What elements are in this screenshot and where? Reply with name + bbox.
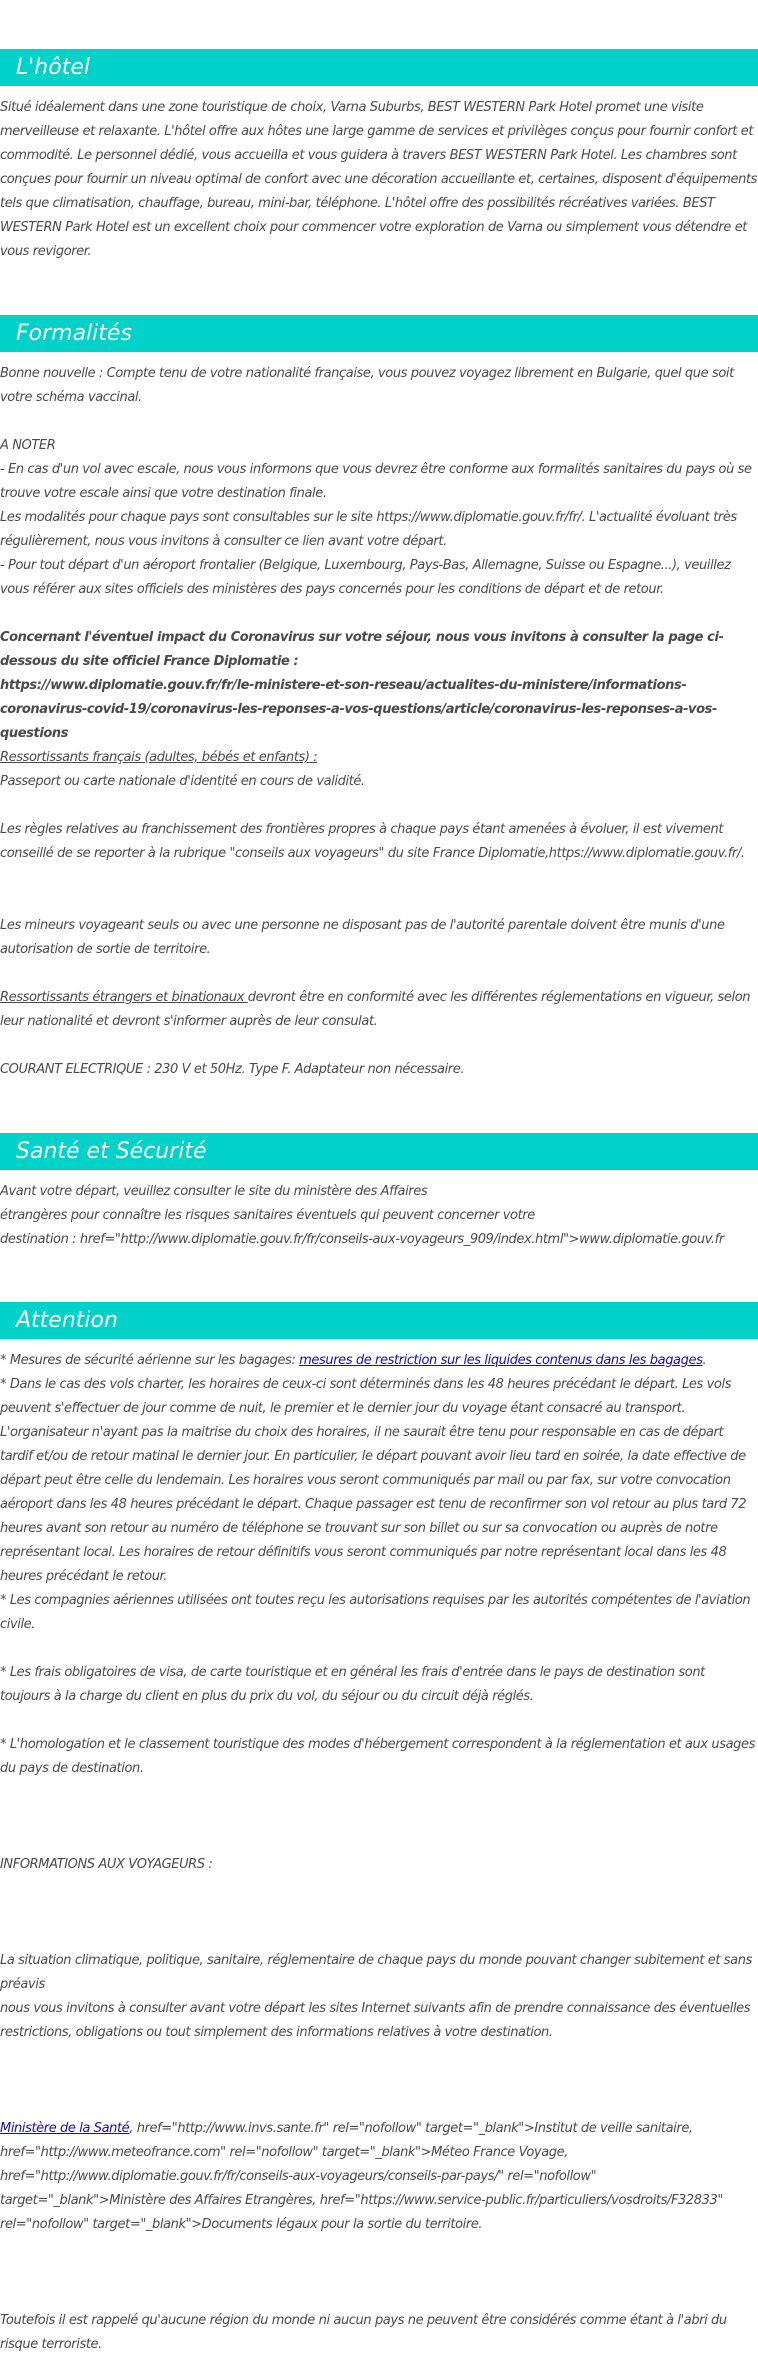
security-prefix: * Mesures de sécurité aérienne sur les bagages: <box>0 1353 300 1368</box>
liquids-restriction-link[interactable]: mesures de restriction sur les liquides contenus dans les bagages <box>299 1353 703 1368</box>
sante-line-2: étrangères pour connaître les risques sanitaires éventuels qui peuvent concerner votre <box>0 1208 535 1223</box>
formalites-intro: Bonne nouvelle : Compte tenu de votre nationalité française, vous pouvez voyagez librement en Bulgarie, quel que soit votre schéma vaccinal. <box>0 366 734 405</box>
hotel-description: Situé idéalement dans une zone touristique de choix, Varna Suburbs, BEST WESTERN Park Hotel promet une visite merveilleuse et relaxante. L'hôtel offre aux hôtes une large gamme de services et privilèges conçus pour fournir confort et commodité. Le personnel dédié, vous accueilla et vous guidera à travers BEST WESTERN Park Hotel. Les chambres sont conçues pour fournir un niveau optimal de confort avec une décoration accueillante et, certaines, disposent d'équipements tels que climatisation, chauffage, bureau, mini-bar, téléphone. L'hôtel offre des possibilités récréatives variées. BEST WESTERN Park Hotel est un excellent choix pour commencer votre exploration de Varna ou simplement vous détendre et vous revigorer. <box>0 100 758 259</box>
section-header-hotel: L'hôtel <box>0 49 758 86</box>
foreign-nationals-title: Ressortissants étrangers et binationaux <box>0 990 248 1005</box>
french-nationals <box>0 746 758 794</box>
section-header-sante: Santé et Sécurité <box>0 1133 758 1170</box>
attention-airlines: * Les compagnies aériennes utilisées ont toutes reçu les autorisations requises par les autorités compétentes de l'aviation civile. <box>0 1593 751 1632</box>
french-nationals-title: Ressortissants français (adultes, bébés et enfants) : <box>0 750 318 765</box>
climate-line-2: nous vous invitons à consulter avant votre départ les sites Internet suivants afin de prendre connaissance des éventuelles restrictions, obligations ou tout simplement des informations relatives à votre destination. <box>0 2001 751 2040</box>
note-title: A NOTER <box>0 438 56 453</box>
covid-notice <box>0 626 758 746</box>
french-nationals-text: Passeport ou carte nationale d'identité en cours de validité. <box>0 774 365 789</box>
sante-line-1: Avant votre départ, veuillez consulter le site du ministère des Affaires <box>0 1184 428 1199</box>
security-suffix: . <box>702 1353 707 1368</box>
attention-charter: * Dans le cas des vols charter, les horaires de ceux-ci sont déterminés dans les 48 heures précédant le départ. Les vols peuvent s'effectuer de jour comme de nuit, le premier et le dernier jour du voyage étant consacré au transport. L'organisateur n'ayant pas la maitrise du choix des horaires, il ne saurait être tenu pour responsable en cas de départ tardif et/ou de retour matinal le dernier jour. En particulier, le départ pouvant avoir lieu tard en soirée, la date effective de départ peut être celle du lendemain. Les horaires vous seront communiqués par mail ou par fax, sur votre convocation aéroport dans les 48 heures précédant le départ. Chaque passager est tenu de reconfirmer son vol retour au plus tard 72 heures avant son retour au numéro de téléphone se trouvant sur son billet ou sur sa convocation ou auprès de notre représentant local. Les horaires de retour définitifs vous seront communiqués par notre représentant local dans les 48 heures précédant le retour. <box>0 1377 747 1584</box>
info-travellers-title: INFORMATIONS AUX VOYAGEURS : <box>0 1857 213 1872</box>
border-rules: Les règles relatives au franchissement des frontières propres à chaque pays étant amenées à évoluer, il est vivement conseillé de se reporter à la rubrique "conseils aux voyageurs" du site France Diplomatie,https://www.diplomatie.gouv.fr/. <box>0 822 745 861</box>
note-stopover: - En cas d'un vol avec escale, nous vous informons que vous devrez être conforme aux formalités sanitaires du pays où se trouve votre escale ainsi que votre destination finale. <box>0 462 752 501</box>
terror-risk: Toutefois il est rappelé qu'aucune région du monde ni aucun pays ne peuvent être considérés comme étant à l'abri du risque terroriste. <box>0 2313 727 2352</box>
note-country-rules: Les modalités pour chaque pays sont consultables sur le site https://www.diplomatie.gouv.fr/fr/. L'actualité évoluant très régulièrement, nous vous invitons à consulter ce lien avant votre départ. <box>0 510 737 549</box>
covid-url: https://www.diplomatie.gouv.fr/fr/le-ministere-et-son-reseau/actualites-du-ministere/informations-coronavirus-covid-19/coronavirus-les-reponses-a-vos-questions/article/coronavirus-les-reponses-a-vos-questions <box>0 678 717 741</box>
covid-text: Concernant l'éventuel impact du Coronavirus sur votre séjour, nous vous invitons à consulter la page ci-dessous du site officiel France Diplomatie : <box>0 630 724 669</box>
note-border-airport: - Pour tout départ d'un aéroport frontalier (Belgique, Luxembourg, Pays-Bas, Allemagne, Suisse ou Espagne...), veuillez vous référer aux sites officiels des ministères des pays concernés pour les conditions de départ et de retour. <box>0 558 731 597</box>
minors-rules: Les mineurs voyageant seuls ou avec une personne ne disposant pas de l'autorité parentale doivent être munis d'une autorisation de sortie de territoire. <box>0 918 725 957</box>
sante-line-3: destination : href="http://www.diplomatie.gouv.fr/fr/conseils-aux-voyageurs_909/index.html">www.diplomatie.gouv.fr <box>0 1232 724 1247</box>
foreign-nationals-text: devront être en conformité avec les différentes réglementations en vigueur, selon leur nationalité et devront s'informer auprès de leur consulat. <box>0 990 751 1029</box>
climate-line-1: La situation climatique, politique, sanitaire, réglementaire de chaque pays du monde pouvant changer subitement et sans préavis <box>0 1953 752 1992</box>
attention-security <box>0 1349 758 1373</box>
climate-notice <box>0 1949 758 2045</box>
section-header-formalites: Formalités <box>0 315 758 352</box>
ministry-health-link[interactable]: Ministère de la Santé <box>0 2121 130 2136</box>
useful-links <box>0 2117 758 2237</box>
electric-current: COURANT ELECTRIQUE : 230 V et 50Hz. Type F. Adaptateur non nécessaire. <box>0 1062 465 1077</box>
foreign-nationals <box>0 986 758 1034</box>
sante-text <box>0 1180 758 1252</box>
attention-homologation: * L'homologation et le classement touristique des modes d'hébergement correspondent à la réglementation et aux usages du pays de destination. <box>0 1737 755 1776</box>
attention-fees: * Les frais obligatoires de visa, de carte touristique et en général les frais d'entrée dans le pays de destination sont toujours à la charge du client en plus du prix du vol, du séjour ou du circuit déjà réglés. <box>0 1665 705 1704</box>
useful-links-text: , href="http://www.invs.sante.fr" rel="nofollow" target="_blank">Institut de veille sanitaire, href="http://www.meteofrance.com" rel="nofollow" target="_blank">Méteo France Voyage, href="http://www.diplomatie.gouv.fr/fr/conseils-aux-voyageurs/conseils-par-pays/" rel="nofollow" target="_blank">Ministère des Affaires Etrangères, href="https://www.service-public.fr/particuliers/vosdroits/F32833" rel="nofollow" target="_blank">Documents légaux pour la sortie du territoire. <box>0 2121 723 2232</box>
formalites-note <box>0 434 758 602</box>
section-header-attention: Attention <box>0 1302 758 1339</box>
